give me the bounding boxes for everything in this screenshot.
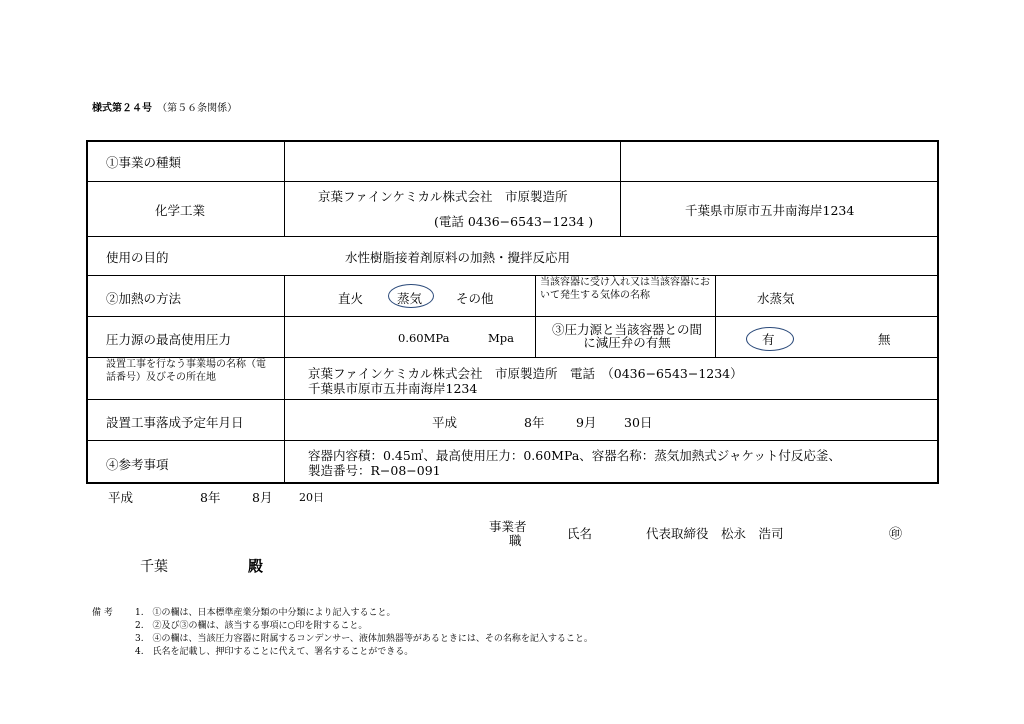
completion-day: 30日 [624,415,653,430]
completion-date-label: 設置工事落成予定年月日 [106,415,244,430]
form-title [92,96,237,115]
seal-mark: ㊞ [889,527,903,542]
form-number: 様式第２４号 [92,103,152,114]
remarks-heading: 備 考 [92,608,113,618]
name-label: 氏名 [567,526,593,541]
row-divider [87,275,938,276]
completion-era: 平成 [432,415,458,430]
heating-option-direct-fire: 直火 [338,291,364,306]
date-era: 平成 [108,490,134,505]
heating-option-other: その他 [456,291,494,306]
gas-name-label: 当該容器に受け入れ又は当該容器において発生する気体の名称 [540,277,710,301]
remark-text: ①の欄は、日本標準産業分類の中分類により記入すること。 [152,608,396,618]
remark-number: 2. [135,621,144,631]
signer-label: 事業者 [489,519,527,534]
gas-name-value: 水蒸気 [757,291,795,306]
business-type-label: ①事業の種類 [106,155,182,170]
relief-valve-no: 無 [878,332,891,347]
reference-line-2: 製造番号：R−08−091 [308,463,441,478]
max-pressure-unit: Mpa [488,331,514,345]
column-divider [284,275,285,482]
addressee-honorific: 殿 [248,557,264,575]
table-border-bottom [86,482,939,484]
form-article: （第５６条関係） [157,103,238,114]
site-line-1: 京葉ファインケミカル株式会社 市原製造所 電話 （0436−6543−1234） [308,366,743,381]
column-divider [535,275,536,357]
company-phone: (電話 0436−6543−1234 ) [434,214,594,229]
site-label: 設置工事を行なう事業場の名称（電話番号）及びその所在地 [106,359,266,383]
heating-option-steam: 蒸気 [397,291,423,306]
remark-number: 3. [135,634,144,644]
table-border-top [86,140,939,142]
row-divider [87,236,938,237]
heating-method-label: ②加熱の方法 [106,291,182,306]
column-divider [620,141,621,236]
remark-text: ④の欄は、当該圧力容器に附属するコンデンサー、液体加熱器等があるときには、その名称を記入すること。 [152,634,593,644]
completion-month: 9月 [576,415,597,430]
date-month: 8月 [252,490,273,505]
remark-text: ②及び③の欄は、該当する事項に○印を附すること。 [152,621,368,631]
remark-number: 1. [135,608,144,618]
completion-year: 8年 [524,415,545,430]
remark-item [135,605,395,618]
row-divider [87,316,938,317]
site-line-2: 千葉県市原市五井南海岸1234 [308,381,478,396]
remark-item [135,631,593,644]
max-pressure-value: 0.60MPa [398,331,450,345]
column-divider [284,141,285,236]
relief-valve-label: ③圧力源と当該容器との間に減圧弁の有無 [551,322,702,350]
signer-position-label: 職 [509,533,522,548]
signer-title-name: 代表取締役 松永 浩司 [646,526,784,541]
purpose-label: 使用の目的 [106,250,169,265]
purpose-value: 水性樹脂接着剤原料の加熱・攪拌反応用 [345,250,571,265]
notes-field-label: ④参考事項 [106,457,169,472]
table-border-right [937,140,939,484]
company-name: 京葉ファインケミカル株式会社 市原製造所 [318,189,568,204]
table-border-left [86,140,88,484]
row-divider [87,399,938,400]
row-divider [87,440,938,441]
row-divider [87,181,938,182]
remark-item [135,644,413,657]
remark-item [135,618,367,631]
reference-line-1: 容器内容積：0.45㎥、最高使用圧力：0.60MPa、容器名称：蒸気加熱式ジャケット付反応釜、 [308,448,841,463]
company-address: 千葉県市原市五井南海岸1234 [685,203,855,218]
date-year: 8年 [200,490,221,505]
relief-valve-yes: 有 [762,332,775,347]
remark-text: 氏名を記載し、押印することに代えて、署名することができる。 [152,647,414,657]
remark-number: 4. [135,647,144,657]
max-pressure-label: 圧力源の最高使用圧力 [106,332,232,347]
business-type-value: 化学工業 [155,203,206,218]
addressee-name: 千葉 [140,559,168,575]
date-day: 20日 [299,491,324,504]
